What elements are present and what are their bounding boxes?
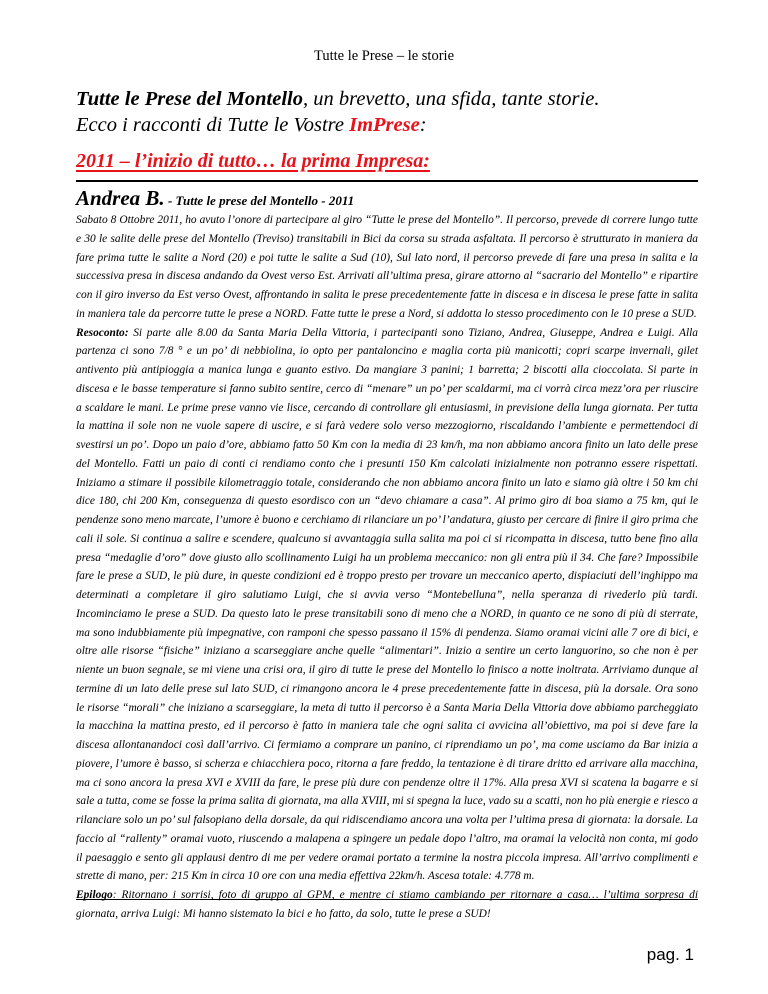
title-line2-pre: Ecco i racconti di Tutte le Vostre [76, 114, 350, 136]
paragraph-resoconto [76, 324, 698, 887]
footer-divider [76, 899, 698, 900]
title-line2-post: : [419, 114, 427, 136]
paragraph-text: Sabato 8 Ottobre 2011, ho avuto l’onore di partecipare al giro “Tutte le prese del Montello”. Il percorso, prevede di correre lungo tutte e 30 le salite delle prese del Montello (Treviso) transitabili in Bici da corsa su strada asfaltata. Il percorso è strutturato in maniera da fare prima tutte le salite a Nord (20) e poi tutte le salite a Sud (10), Sul lato nord, il percorso prevede di fare una presa in salita e la successiva presa in discesa andando da Ovest verso Est. Arrivati all’ultima presa, girare attorno al “sacrario del Montello” e ripartire con il giro inverso da Est verso Ovest, affrontando in salita le prese precedentemente fatte in discesa e in discesa le prese fatte in salita in maniera tale da percorre tutte le prese a NORD. Fatte tutte le prese a Nord, si addotta lo stesso procedimento con le 10 prese a SUD. [76, 214, 698, 320]
paragraph-text: : Ritornano i sorrisi, foto di gruppo al GPM, e mentre ci stiamo cambiando per ritornare a casa… l’ultima sorpresa di giornata, arriva Luigi: Mi hanno sistemato la bici e ho fatto, da solo, tutte le prese a SUD! [76, 889, 698, 920]
title-rest: , un brevetto, una sfida, tante storie. [302, 88, 600, 110]
section-heading: 2011 – l’inizio di tutto… la prima Impresa: [76, 150, 430, 172]
author-name: Andrea B. [76, 186, 165, 210]
paragraph-intro [76, 211, 698, 324]
page-header: Tutte le Prese – le storie [313, 48, 454, 64]
paragraph-epilogo [76, 886, 698, 924]
title-highlight: ImPrese [349, 114, 420, 136]
story-author-line [76, 186, 698, 211]
document-title [76, 86, 716, 138]
paragraph-label: Epilogo [76, 889, 113, 901]
heading-divider [76, 180, 698, 182]
author-subtitle: - Tutte le prese del Montello - 2011 [164, 193, 355, 208]
story-body [76, 211, 698, 924]
title-bold: Tutte le Prese del Montello [76, 88, 303, 110]
page-number: pag. 1 [646, 945, 694, 964]
paragraph-text: Si parte alle 8.00 da Santa Maria Della Vittoria, i partecipanti sono Tiziano, Andrea, Giuseppe, Andrea e Luigi. Alla partenza ci sono 7/8 ° e un po’ di nebbiolina, io opto per pantaloncino e maglia corta più manicotti; copri scarpe invernali, gilet antivento più antipioggia a manica lunga e guanto estivo. Da mangiare 3 panini; 1 barretta; 2 biscotti alla cioccolata. Si parte in discesa e le basse temperature si fanno subito sentire, cerco di “menare” un po’ per scaldarmi, ma ci vorrà circa mezz’ora per riuscire a scaldare le mani. Le prime prese vanno vie lisce, cercando di controllare gli entusiasmi, in previsione della lunga giornata. Per tutta la mattina il sole non ne vuole sapere di uscire, e si farà vedere solo verso mezzogiorno, riscaldando l’ambiente e permettendoci di svestirsi un po’. Dopo un paio d’ore, abbiamo fatto 50 Km con la media di 23 km/h, ma non abbiamo ancora finito un lato delle prese del Montello. Fatti un paio di conti ci rendiamo conto che i presunti 150 Km calcolati inizialmente non potranno essere rispettati. Iniziamo a stimare il possibile kilometraggio totale, considerando che non abbiamo ancora finito un lato e siamo già oltre i 50 km chi dice 180, chi 200 Km, conseguenza di questo esordisco con un “devo chiamare a casa”. Al primo giro di boa siamo a 75 km, qui le pendenze sono meno marcate, l’umore è buono e cerchiamo di rilanciare un po’ l’andatura, giusto per cercare di finire il giro prima che cali il sole. Si continua a salire e scendere, qualcuno si avvantaggia sulla salita ma poi ci si ricompatta in discesa, tutto bene fino alla presa “medaglie d’oro” dove giusto allo scollinamento Luigi ha un problema meccanico: non gli entra più il 34. Che fare? Impossibile fare le prese a SUD, le più dure, in queste condizioni ed è troppo presto per trovare un meccanico aperto, dispiaciuti dell’inghippo ma determinati a completare il giro salutiamo Luigi, che si avvia verso “Montebelluna”, nella speranza di rivederlo più tardi. Incominciamo le prese a SUD. Da questo lato le prese transitabili sono di meno che a NORD, in quanto ce ne sono di più di sterrate, ma sono indubbiamente più impegnative, con ramponi che spesso passano il 15% di pendenza. Siamo oramai vicini alle 7 ore di bici, e oltre alle risorse “fisiche” iniziano a scarseggiare anche quelle “alimentari”. Inizio a sentire un certo languorino, so che non è per niente un buon segnale, se mi viene una crisi ora, il giro di tutte le prese del Montello lo finisco a notte inoltrata. Arriviamo dunque al termine di un lato delle prese sul lato SUD, ci rimangono ancora le 4 prese precedentemente fatte in discesa, più la dorsale. Ora sono le risorse “morali” che iniziano a scarseggiare, la meta di tutto il percorso è a Santa Maria Della Vittoria dove abbiamo parcheggiato la macchina la mattina presto, ed il percorso è fatto in maniera tale che ogni salita ci avvicina all’obiettivo, ma poi si deve fare la discesa allontanandoci così dall’arrivo. Ci fermiamo a comprare un panino, ci riprendiamo un po’, ma come usciamo da Bar inizia a piovere, l’umore è basso, si scherza e chiacchiera poco, ritorna a fare freddo, la tentazione è di tirare dritto ed arrivare alla macchina, ma ci sono ancora la presa XVI e XVIII da fare, le prese più dure con pendenze oltre il 17%. Alla presa XVI si scatena la bagarre e si sale a tutta, come se fosse la prima salita di giornata, ma alla XVIII, mi si spegna la luce, vado su a scatti, non ho più energie e riesco a rilanciare solo un po’ sul falsopiano della dorsale, da qui ridiscendiamo ancora una volta per l’ultima presa di giornata: la dorsale. La faccio al “rallenty” oramai vuoto, riuscendo a malapena a spingere un pedale dopo l’altro, ma oramai la velocità non conta, mi godo il paesaggio e sento gli applausi dentro di me per vedere oramai portato a termine la nostra piccola impresa. All’arrivo complimenti e strette di mano, per: 215 Km in circa 10 ore con una media effettiva 22km/h. Ascesa totale: 4.778 m. [76, 326, 698, 883]
paragraph-label: Resoconto: [76, 326, 129, 339]
